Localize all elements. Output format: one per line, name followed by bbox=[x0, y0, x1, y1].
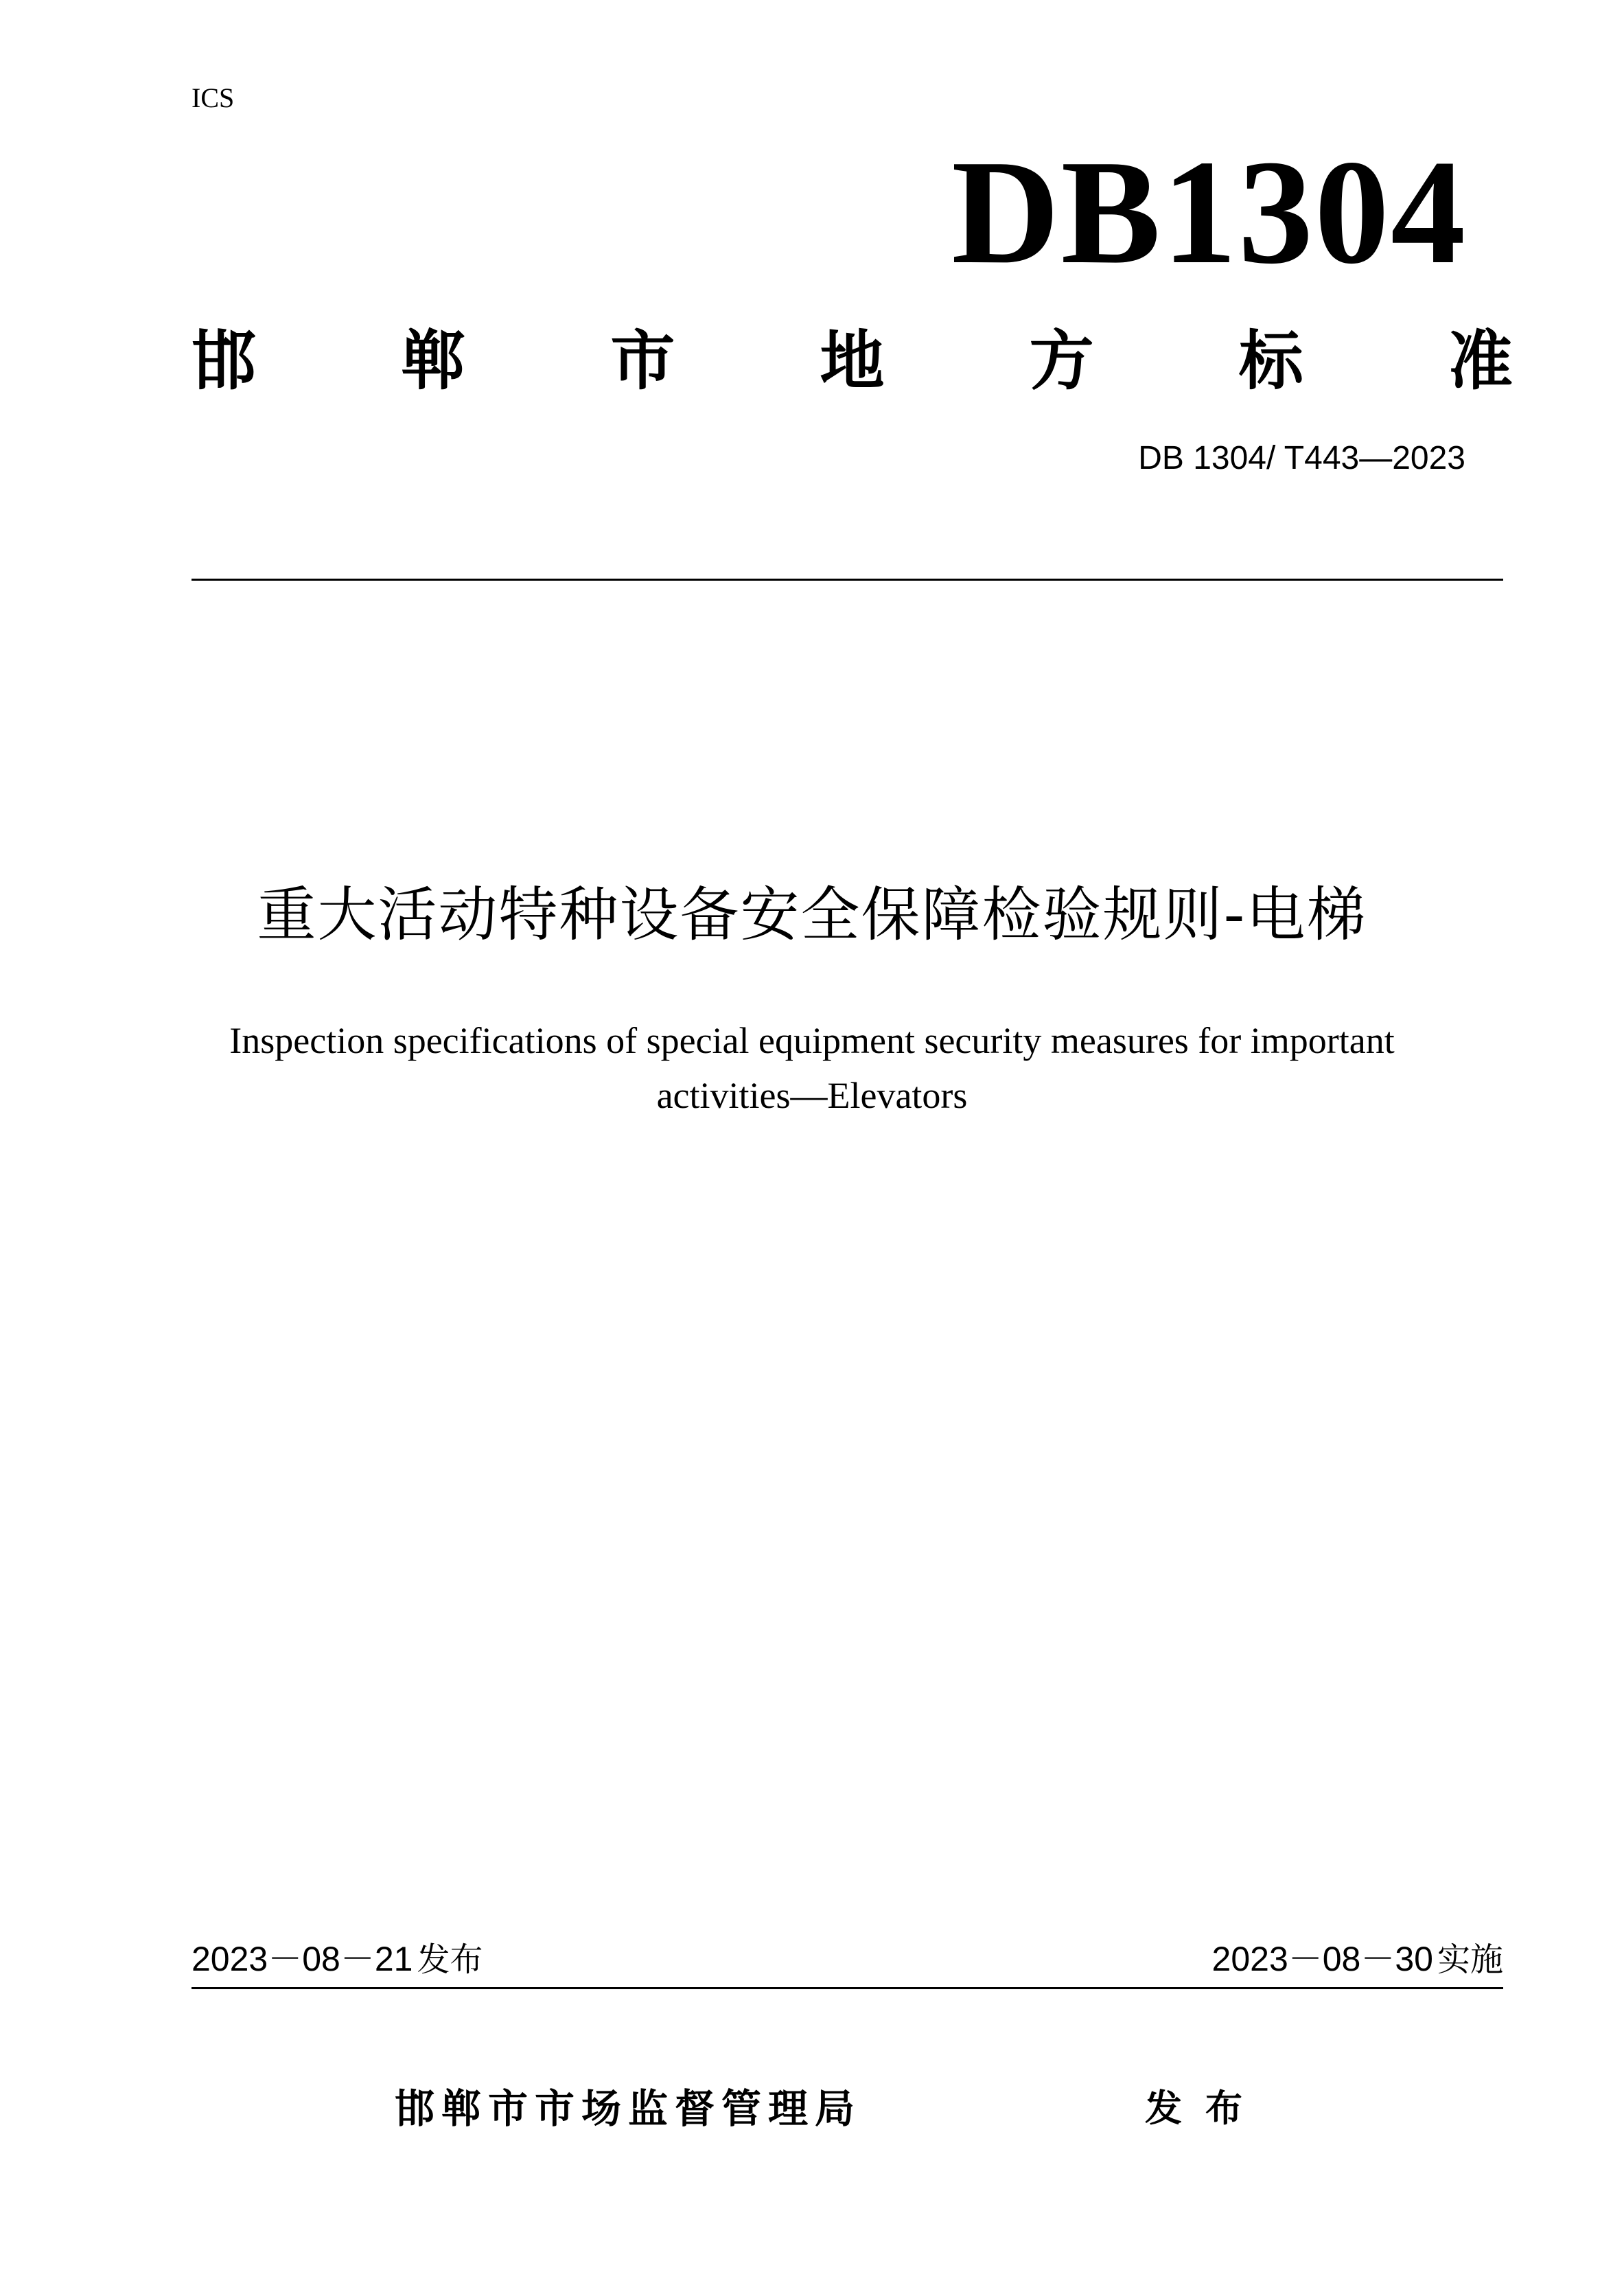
standard-type-char: 方 bbox=[1029, 324, 1094, 399]
standard-type-char: 邯 bbox=[192, 324, 257, 399]
implement-date: 2023－08－30 bbox=[1211, 1940, 1433, 1978]
standard-type-char: 准 bbox=[1448, 324, 1513, 399]
document-title-english bbox=[0, 1013, 1624, 1123]
issue-date-block bbox=[192, 1937, 483, 1982]
standard-type-char: 地 bbox=[820, 324, 885, 399]
issue-label: 发布 bbox=[417, 1940, 483, 1979]
standard-code-heading: DB1304 bbox=[951, 130, 1467, 295]
issuing-authority: 邯郸市市场监督管理局 bbox=[395, 2085, 862, 2132]
header-divider bbox=[192, 579, 1503, 581]
ics-label: ICS bbox=[192, 82, 235, 113]
standard-type-char: 郸 bbox=[401, 324, 466, 399]
standard-type-heading bbox=[192, 317, 1513, 406]
english-title-line-1: Inspection specifications of special equipment security measures for important bbox=[229, 1020, 1395, 1061]
standard-number: DB 1304/ T443—2023 bbox=[1138, 440, 1465, 476]
implement-label: 实施 bbox=[1437, 1940, 1503, 1979]
standard-type-char: 市 bbox=[610, 324, 675, 399]
issue-date: 2023－08－21 bbox=[192, 1940, 413, 1978]
publish-label: 发布 bbox=[1145, 2087, 1266, 2130]
document-title-chinese: 重大活动特种设备安全保障检验规则-电梯 bbox=[257, 881, 1367, 949]
dates-divider bbox=[192, 1987, 1503, 1989]
english-title-line-2: activities—Elevators bbox=[656, 1075, 968, 1116]
implement-date-block bbox=[1212, 1937, 1503, 1982]
standard-type-char: 标 bbox=[1238, 324, 1303, 399]
